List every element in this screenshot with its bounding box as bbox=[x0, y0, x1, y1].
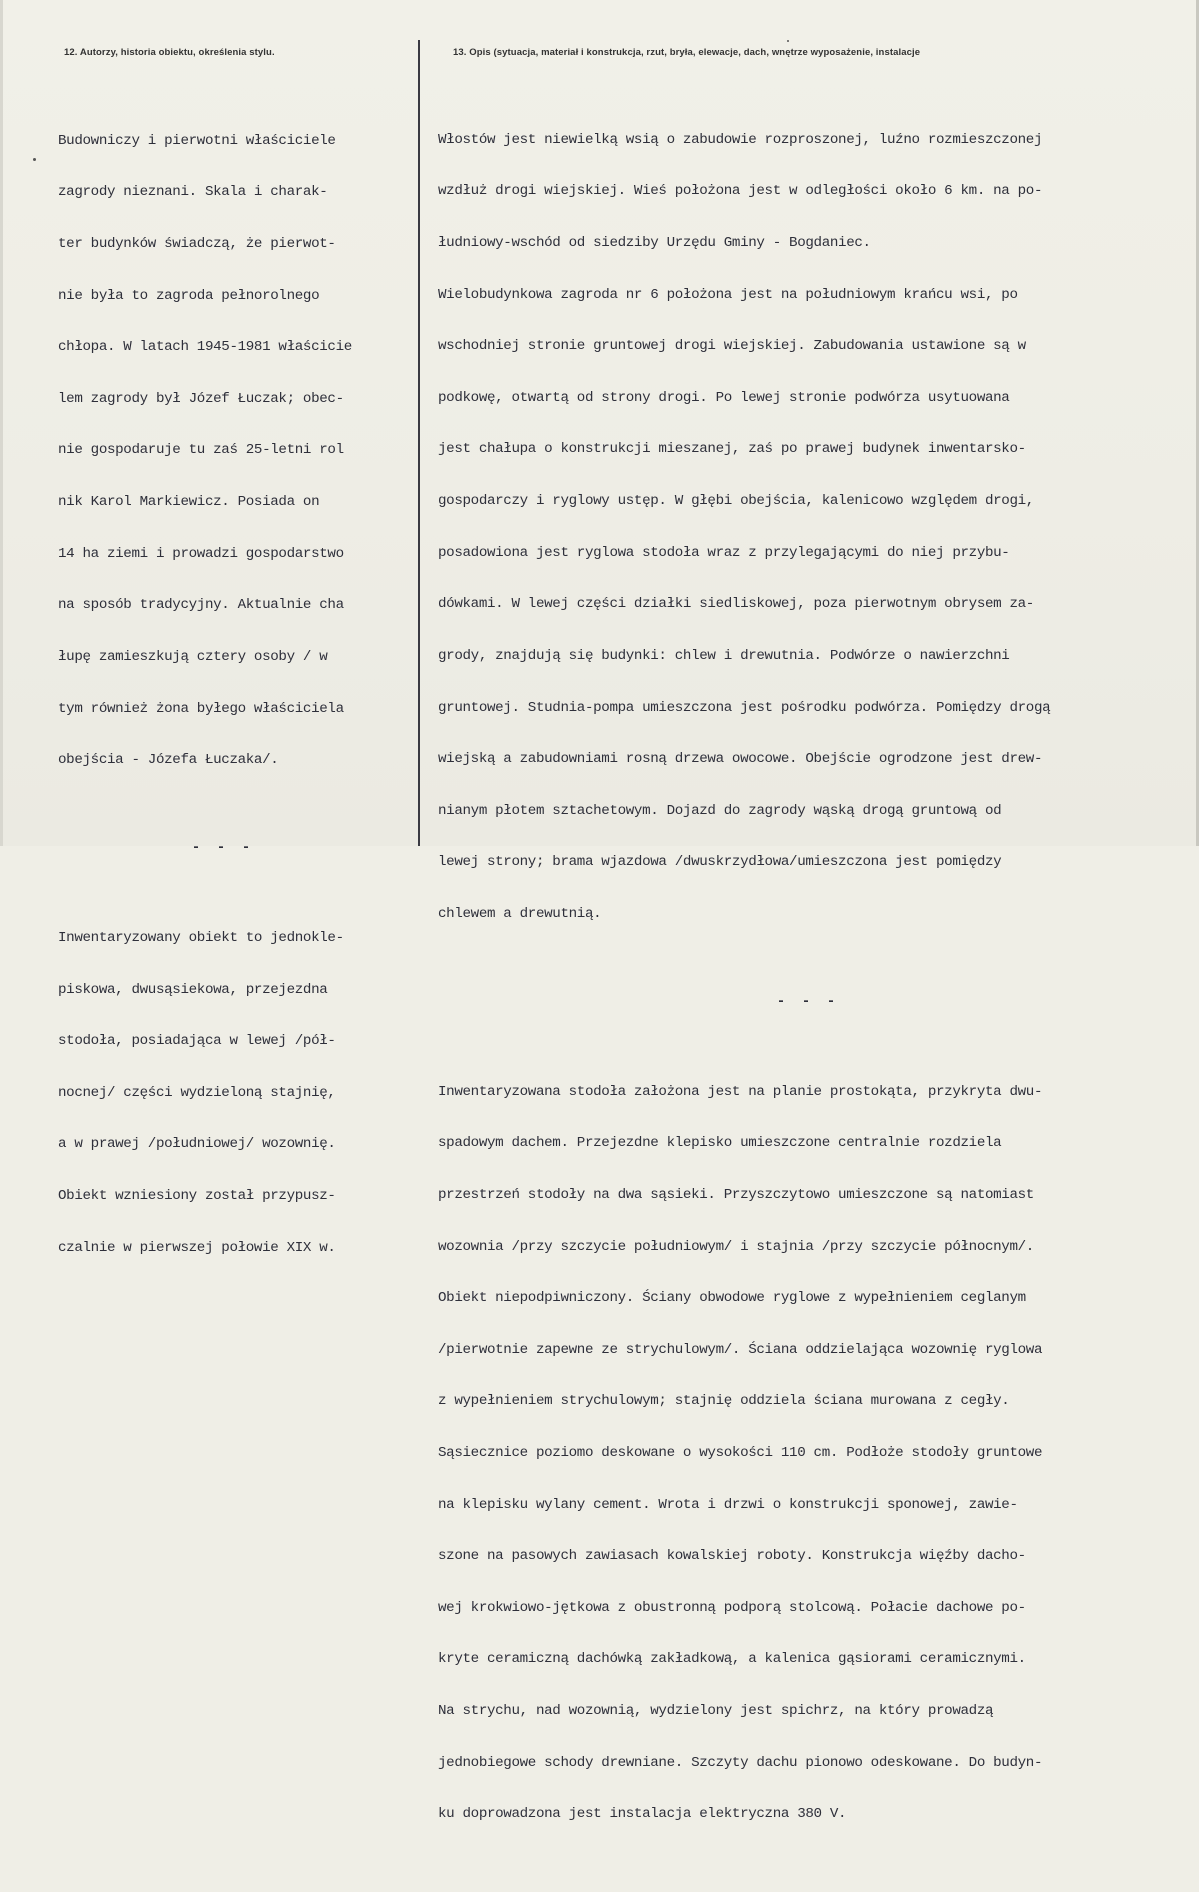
text-line: posadowiona jest ryglowa stodoła wraz z przylegającymi do niej przybu- bbox=[438, 544, 1010, 561]
text-line: na klepisku wylany cement. Wrota i drzwi o konstrukcji sponowej, zawie- bbox=[438, 1496, 1018, 1513]
text-line: /pierwotnie zapewne ze strychulowym/. Ściana oddzielająca wozownię ryglowa bbox=[438, 1341, 1043, 1358]
section-12-body bbox=[58, 64, 416, 1326]
section-12-paragraph-2 bbox=[58, 896, 416, 1292]
text-line: obejścia - Józefa Łuczaka/. bbox=[58, 752, 279, 769]
text-line: Inwentaryzowany obiekt to jednokle- bbox=[58, 929, 344, 946]
text-line: piskowa, dwusąsiekowa, przejezdna bbox=[58, 981, 328, 998]
text-line: jednobiegowe schody drewniane. Szczyty dachu pionowo odeskowane. Do budyn- bbox=[438, 1754, 1043, 1771]
text-line: gospodarczy i ryglowy ustęp. W głębi obejścia, kalenicowo względem drogi, bbox=[438, 493, 1034, 510]
text-line: Obiekt wzniesiony został przypusz- bbox=[58, 1188, 336, 1204]
text-line: nianym płotem sztachetowym. Dojazd do zagrody wąską drogą gruntową od bbox=[438, 802, 1002, 819]
text-line: wzdłuż drogi wiejskiej. Wieś położona jest w odległości około 6 km. na po- bbox=[438, 183, 1043, 200]
section-12-paragraph-1 bbox=[58, 98, 416, 803]
text-line: Budowniczy i pierwotni właściciele bbox=[58, 132, 336, 149]
text-line: wej krokwiowo-jętkowa z obustronną podporą stolcową. Połacie dachowe po- bbox=[438, 1599, 1026, 1616]
column-divider bbox=[418, 40, 420, 846]
text-line: chłopa. W latach 1945-1981 właścicie bbox=[58, 339, 352, 356]
text-line: nik Karol Markiewicz. Posiada on bbox=[58, 494, 320, 511]
text-line: a w prawej /południowej/ wozownię. bbox=[58, 1136, 336, 1153]
text-line: przestrzeń stodoły na dwa sąsieki. Przyszczytowo umieszczone są natomiast bbox=[438, 1187, 1034, 1203]
text-line: kryte ceramiczną dachówką zakładkową, a kalenica gąsiorami ceramicznymi. bbox=[438, 1651, 1026, 1668]
text-line: wozownia /przy szczycie południowym/ i stajnia /przy szczycie północnym/. bbox=[438, 1238, 1034, 1255]
text-line: stodoła, posiadająca w lewej /pół- bbox=[58, 1033, 336, 1050]
text-line: wiejską a zabudowniami rosną drzewa owocowe. Obejście ogrodzone jest drew- bbox=[438, 751, 1043, 768]
text-line: ku doprowadzona jest instalacja elektryczna 380 V. bbox=[438, 1806, 847, 1823]
text-line: szone na pasowych zawiasach kowalskiej roboty. Konstrukcja więźby dacho- bbox=[438, 1548, 1026, 1565]
text-line: łudniowy-wschód od siedziby Urzędu Gminy - Bogdaniec. bbox=[438, 235, 871, 252]
text-line: łupę zamieszkują cztery osoby / w bbox=[58, 648, 328, 665]
text-line: Inwentaryzowana stodoła założona jest na planie prostokąta, przykryta dwu- bbox=[438, 1083, 1043, 1100]
text-line: czalnie w pierwszej połowie XIX w. bbox=[58, 1239, 336, 1256]
section-13-body bbox=[438, 63, 1186, 1892]
text-line: ter budynków świadczą, że pierwot- bbox=[58, 236, 336, 253]
text-line: dówkami. W lewej części działki siedliskowej, poza pierwotnym obrysem za- bbox=[438, 596, 1034, 613]
section-13-header: 13. Opis (sytuacja, materiał i konstrukcja, rzut, bryła, elewacje, dach, wnętrze wyposażenie, instalacje bbox=[453, 47, 921, 58]
text-line: Obiekt niepodpiwniczony. Ściany obwodowe ryglowe z wypełnieniem ceglanym bbox=[438, 1290, 1026, 1307]
text-line: 14 ha ziemi i prowadzi gospodarstwo bbox=[58, 545, 344, 562]
text-line: nocnej/ części wydzieloną stajnię, bbox=[58, 1084, 336, 1101]
text-line: podkowę, otwartą od strony drogi. Po lewej stronie podwórza usytuowana bbox=[438, 389, 1010, 406]
text-line: wschodniej stronie gruntowej drogi wiejskiej. Zabudowania ustawione są w bbox=[438, 338, 1026, 355]
section-13-paragraph-2 bbox=[438, 1049, 1186, 1858]
paper-speck bbox=[787, 40, 789, 42]
page-edge-left bbox=[0, 0, 3, 846]
text-line: nie gospodaruje tu zaś 25-letni rol bbox=[58, 442, 344, 459]
text-line: chlewem a drewutnią. bbox=[438, 905, 602, 922]
section-13-paragraph-1 bbox=[438, 97, 1186, 957]
text-line: grody, znajdują się budynki: chlew i drewutnia. Podwórze o nawierzchni bbox=[438, 647, 1010, 664]
text-line: z wypełnieniem strychulowym; stajnię oddziela ściana murowana z cegły. bbox=[438, 1393, 1010, 1410]
text-line: Sąsiecznice poziomo deskowane o wysokości 110 cm. Podłoże stodoły gruntowe bbox=[438, 1445, 1043, 1462]
text-line: gruntowej. Studnia-pompa umieszczona jest pośrodku podwórza. Pomiędzy drogą bbox=[438, 699, 1051, 716]
text-line: Na strychu, nad wozownią, wydzielony jest spichrz, na który prowadzą bbox=[438, 1703, 994, 1720]
text-line: lem zagrody był Józef Łuczak; obec- bbox=[58, 390, 344, 407]
text-line: lewej strony; brama wjazdowa /dwuskrzydłowa/umieszczona jest pomiędzy bbox=[438, 854, 1002, 871]
text-line: Włostów jest niewielką wsią o zabudowie rozproszonej, luźno rozmieszczonej bbox=[438, 131, 1043, 148]
section-12-header: 12. Autorzy, historia obiektu, określenia stylu. bbox=[64, 47, 275, 58]
text-line: nie była to zagroda pełnorolnego bbox=[58, 287, 320, 304]
text-line: spadowym dachem. Przejezdne klepisko umieszczone centralnie rozdziela bbox=[438, 1135, 1002, 1152]
text-line: na sposób tradycyjny. Aktualnie cha bbox=[58, 597, 344, 614]
text-line: zagrody nieznani. Skala i charak- bbox=[58, 184, 328, 201]
section-separator: - - - bbox=[776, 993, 840, 1010]
text-line: tym również żona byłego właściciela bbox=[58, 700, 344, 717]
text-line: Wielobudynkowa zagroda nr 6 położona jest na południowym krańcu wsi, po bbox=[438, 286, 1018, 303]
paper-speck bbox=[33, 158, 36, 161]
text-line: jest chałupa o konstrukcji mieszanej, zaś po prawej budynek inwentarsko- bbox=[438, 441, 1026, 458]
section-separator: - - - bbox=[191, 840, 255, 857]
